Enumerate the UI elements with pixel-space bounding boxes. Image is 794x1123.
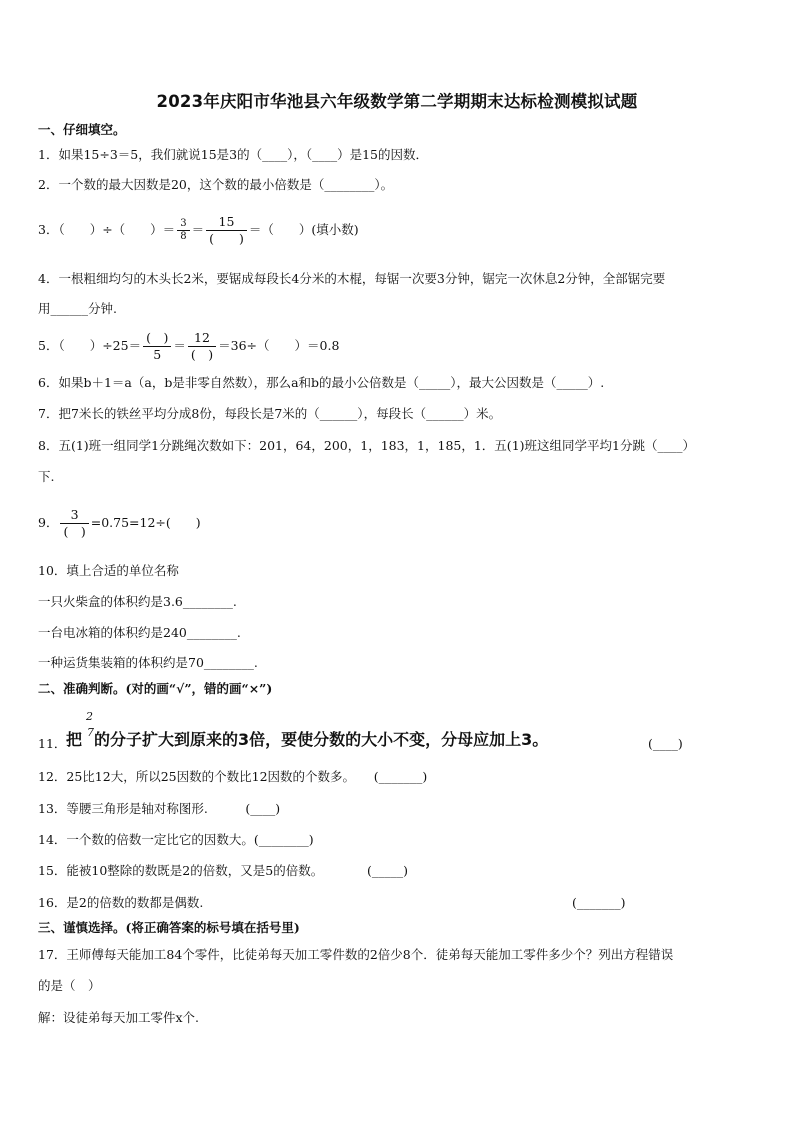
question-3: 3．（ ）÷（ ）＝ $\frac{3}{8}$ ＝ $\frac{15}{( )}$ ＝（ ）(填小数) bbox=[38, 214, 359, 246]
exam-page: 2023年庆阳市华池县六年级数学第二学期期末达标检测模拟试题 一、仔细填空。 1．如果15÷3＝5，我们就说15是3的（____），（____）是15的因数． 2．一个数的最大因数是20，这个数的最小倍数是（________）。 3．（ ）÷（ ）＝ $\frac{3}{8}$ ＝ $\frac{15}{( )}$ ＝（ ）(填小数) 4．一根粗细均匀的木头长2米，要锯成每段长4分米的木棍，每锯一次要3分钟，锯完一次休息2分钟，全部锯完要 用______分钟. 5．（ ）÷25＝ $\frac{( )}{5}$ ＝ $\frac{12}{( )}$ ＝36÷（ ）＝0.8 6．如果b＋1＝a（a，b是非零自然数），那么a和b的最小公倍数是（_____），最大公因数是（_____）. 7．把7米长的铁丝平均分成8份，每段长是7米的（______），每段长（______）米。 8．五(1)班一组同学1分跳绳次数如下：201，64，200，1，183，1，185，1．五(1)班这组同学平均1分跳（____） 下. 9． $\frac{3}{( )}$ =0.75=12÷( ) 10．填上合适的单位名称 一只火柴盒的体积约是3.6________. 一台电冰箱的体积约是240________. 一种运货集装箱的体积约是70________. 二、准确判断。(对的画“√”，错的画“×”) 2 7 11． 把 的分子扩大到原来的3倍，要使分数的大小不变，分母应加上3。 (____) 12．25比12大，所以25因数的个数比12因数的个数多。 (_______) 13．等腰三角形是轴对称图形. (____) 14．一个数的倍数一定比它的因数大。(________) 15．能被10整除的数既是2的倍数，又是5的倍数。 (_____) 16．是2的倍数的数都是偶数. (_______) 三、谨慎选择。(将正确答案的标号填在括号里) 17．王师傅每天能加工84个零件，比徒弟每天加工零件数的2倍少8个．徒弟每天能加工零件多少个？列出方程错误 的是（ ） 解：设徒弟每天加工零件x个. bbox=[0, 0, 794, 1123]
question-9: 9． $\frac{3}{( )}$ =0.75=12÷( ) bbox=[38, 507, 201, 539]
page-title: 2023年庆阳市华池县六年级数学第二学期期末达标检测模拟试题 bbox=[156, 92, 638, 111]
question-12: 12．25比12大，所以25因数的个数比12因数的个数多。 (_______) bbox=[38, 769, 428, 784]
question-17-line-2: 的是（ ） bbox=[38, 978, 101, 993]
q5-fraction-1: $\frac{( )}{5}$ bbox=[143, 330, 171, 363]
q5-fraction-2: $\frac{12}{( )}$ bbox=[188, 330, 216, 363]
question-17-line-1: 17．王师傅每天能加工84个零件，比徒弟每天加工零件数的2倍少8个．徒弟每天能加工零件多少个？列出方程错误 bbox=[38, 947, 674, 962]
q11-fraction-numerator: 2 bbox=[86, 710, 93, 723]
question-4-line-2: 用______分钟. bbox=[38, 301, 117, 316]
question-16-blank: (_______) bbox=[572, 895, 626, 910]
q3-fraction-1: $\frac{3}{8}$ bbox=[177, 218, 189, 243]
question-4-line-1: 4．一根粗细均匀的木头长2米，要锯成每段长4分米的木棍，每锯一次要3分钟，锯完一次休息2分钟，全部锯完要 bbox=[38, 271, 666, 286]
question-15: 15．能被10整除的数既是2的倍数，又是5的倍数。 (_____) bbox=[38, 863, 408, 878]
question-8-line-1: 8．五(1)班一组同学1分跳绳次数如下：201，64，200，1，183，1，185，1．五(1)班这组同学平均1分跳（____） bbox=[38, 438, 695, 453]
question-16: 16．是2的倍数的数都是偶数. bbox=[38, 895, 204, 910]
question-10-item-b: 一台电冰箱的体积约是240________. bbox=[38, 625, 241, 640]
question-10-item-c: 一种运货集装箱的体积约是70________. bbox=[38, 655, 258, 670]
question-17-line-3: 解：设徒弟每天加工零件x个. bbox=[38, 1010, 200, 1025]
question-10-item-a: 一只火柴盒的体积约是3.6________. bbox=[38, 594, 237, 609]
question-6: 6．如果b＋1＝a（a，b是非零自然数），那么a和b的最小公倍数是（_____），最大公因数是（_____）. bbox=[38, 375, 605, 390]
question-1: 1．如果15÷3＝5，我们就说15是3的（____），（____）是15的因数． bbox=[38, 147, 429, 162]
question-2: 2．一个数的最大因数是20，这个数的最小倍数是（________）。 bbox=[38, 177, 394, 192]
section-2-heading: 二、准确判断。(对的画“√”，错的画“×”) bbox=[38, 681, 273, 696]
question-8-line-2: 下. bbox=[38, 469, 55, 484]
q9-fraction: $\frac{3}{( )}$ bbox=[60, 507, 88, 540]
question-13: 13．等腰三角形是轴对称图形. (____) bbox=[38, 801, 281, 816]
section-3-heading: 三、谨慎选择。(将正确答案的标号填在括号里) bbox=[38, 920, 300, 935]
question-14: 14．一个数的倍数一定比它的因数大。(________) bbox=[38, 832, 314, 847]
question-10: 10．填上合适的单位名称 bbox=[38, 563, 179, 578]
question-7: 7．把7米长的铁丝平均分成8份，每段长是7米的（______），每段长（______）米。 bbox=[38, 406, 502, 421]
section-1-heading: 一、仔细填空。 bbox=[38, 122, 126, 137]
q3-fraction-2: $\frac{15}{( )}$ bbox=[206, 214, 247, 247]
question-5: 5．（ ）÷25＝ $\frac{( )}{5}$ ＝ $\frac{12}{( )}$ ＝36÷（ ）＝0.8 bbox=[38, 330, 340, 362]
q11-fraction-denominator: 7 bbox=[87, 726, 94, 739]
